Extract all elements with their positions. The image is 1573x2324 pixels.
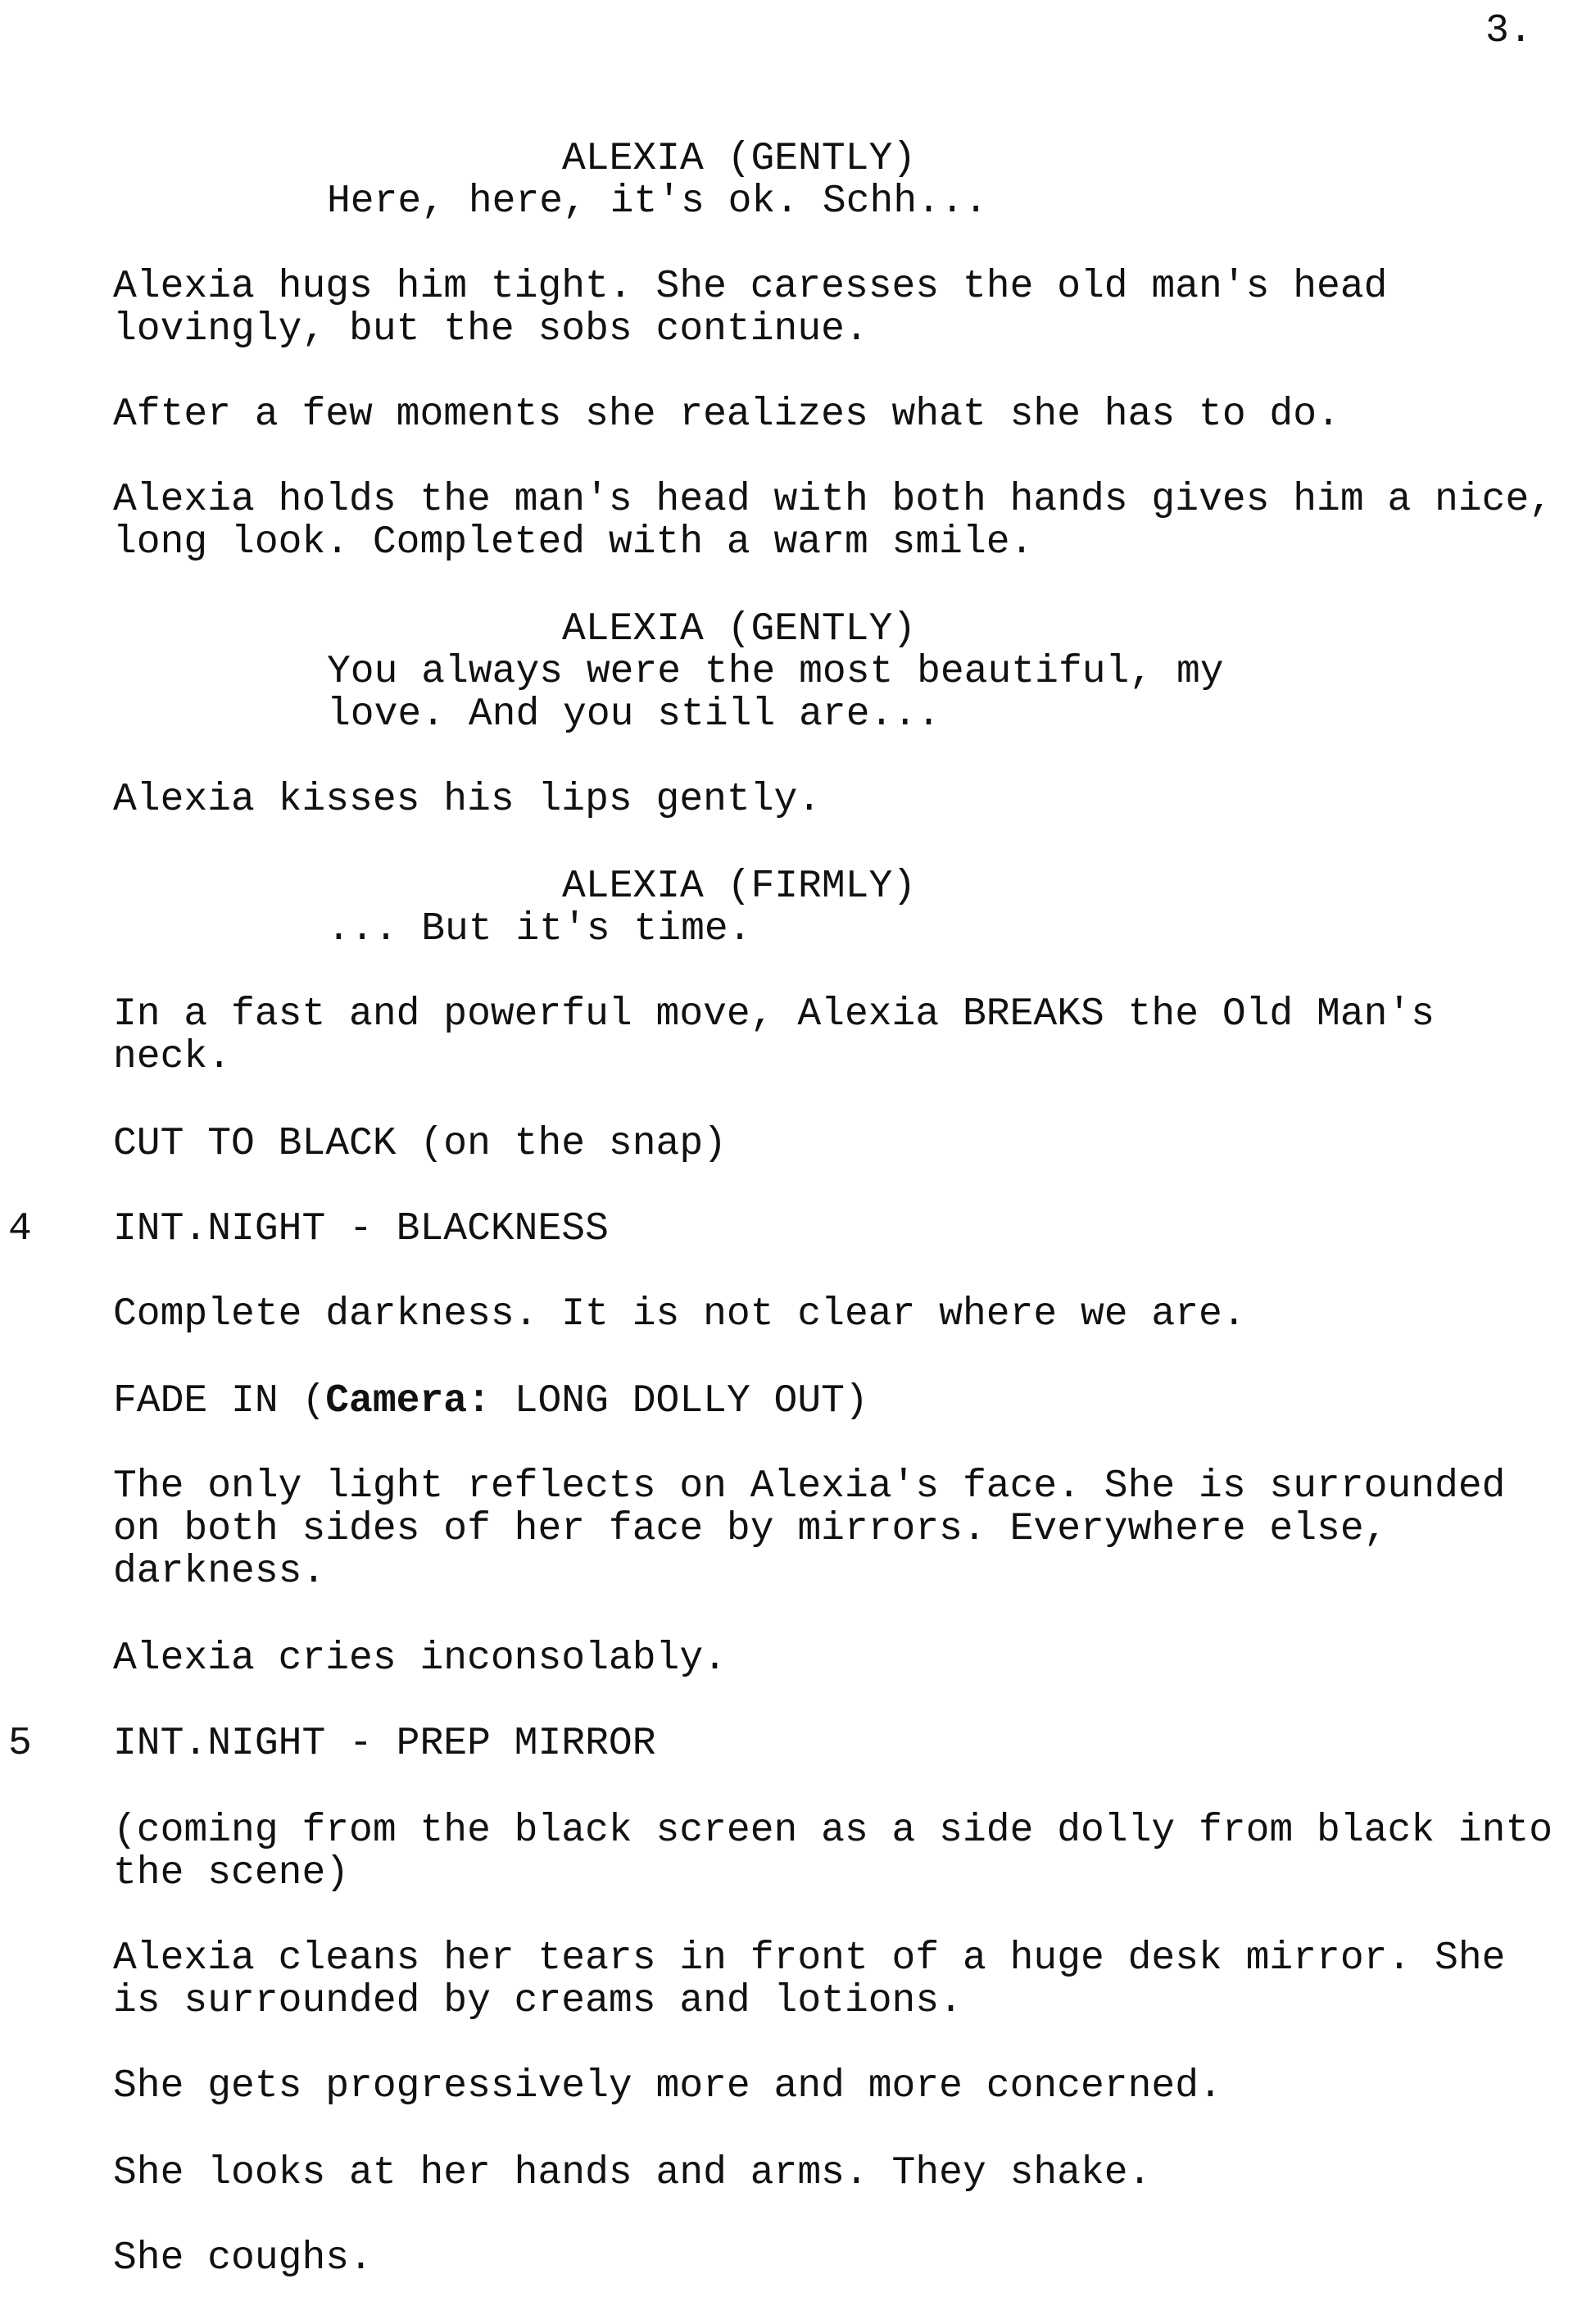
scene-number: 5 [8, 1722, 32, 1766]
scene-heading: INT.NIGHT - BLACKNESS [113, 1207, 609, 1251]
dialogue: You always were the most beautiful, my love. And you still are... [327, 650, 1224, 737]
action-line: After a few moments she realizes what she has to do. [113, 393, 1340, 437]
action-line: In a fast and powerful move, Alexia BREAKS the Old Man's neck. [113, 992, 1435, 1079]
action-line: Alexia kisses his lips gently. [113, 778, 822, 822]
action-line: Alexia cleans her tears in front of a huge desk mirror. She is surrounded by creams and lotions. [113, 1936, 1506, 2023]
dialogue: Here, here, it's ok. Schh... [327, 179, 988, 224]
camera-label: Camera: [325, 1379, 491, 1423]
camera-direction [113, 1380, 868, 1423]
action-line: She looks at her hands and arms. They shake. [113, 2151, 1152, 2195]
action-line: Alexia hugs him tight. She caresses the old man's head lovingly, but the sobs continue. [113, 265, 1388, 352]
page-number: 3. [1485, 9, 1533, 53]
action-line: Alexia cries inconsolably. [113, 1636, 727, 1681]
scene-heading: INT.NIGHT - PREP MIRROR [113, 1722, 656, 1766]
action-line: She coughs. [113, 2236, 373, 2281]
dialogue: ... But it's time. [327, 907, 752, 951]
action-line: The only light reflects on Alexia's face. She is surrounded on both sides of her face by mirrors. Everywhere else, darkness. [113, 1464, 1506, 1594]
action-line: Complete darkness. It is not clear where we are. [113, 1292, 1246, 1337]
character-name: ALEXIA (FIRMLY) [562, 865, 917, 909]
camera-direction-prefix: FADE IN ( [113, 1379, 326, 1423]
transition: CUT TO BLACK (on the snap) [113, 1122, 727, 1166]
character-name: ALEXIA (GENTLY) [562, 137, 917, 181]
scene-number: 4 [8, 1207, 32, 1251]
character-name: ALEXIA (GENTLY) [562, 607, 917, 651]
camera-direction-suffix: LONG DOLLY OUT) [490, 1379, 868, 1423]
action-line: (coming from the black screen as a side dolly from black into the scene) [113, 1809, 1553, 1895]
action-line: She gets progressively more and more concerned. [113, 2064, 1222, 2108]
action-line: Alexia holds the man's head with both hands gives him a nice, long look. Completed with a warm smile. [113, 478, 1553, 565]
